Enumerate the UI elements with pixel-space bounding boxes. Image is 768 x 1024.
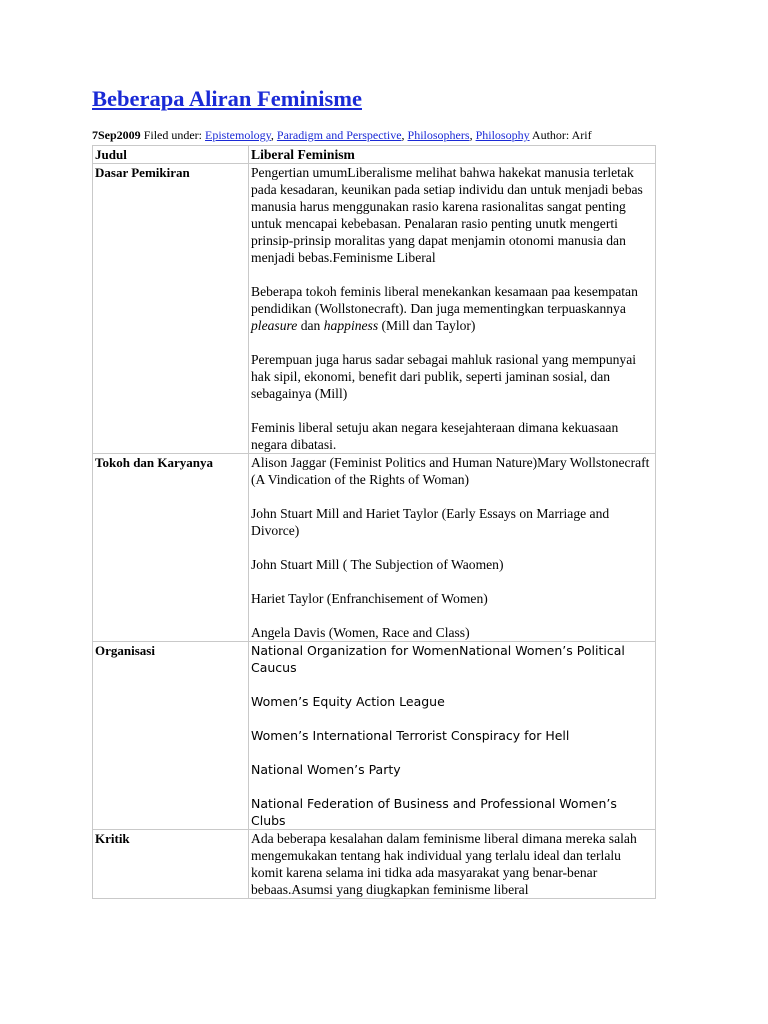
category-link-philosophers[interactable]: Philosophers <box>407 128 470 142</box>
separator: , <box>401 128 405 142</box>
paragraph: Alison Jaggar (Feminist Politics and Human Nature)Mary Wollstonecraft (A Vindication of the Rights of Woman) <box>251 455 650 487</box>
paragraph: National Organization for WomenNational Women’s Political Caucus <box>251 643 625 675</box>
text-span: (Mill dan Taylor) <box>378 318 476 333</box>
paragraph: National Women’s Party <box>251 762 401 777</box>
separator: , <box>469 128 473 142</box>
row-content-dasar-pemikiran <box>249 164 656 454</box>
paragraph: Perempuan juga harus sadar sebagai mahluk rasional yang mempunyai hak sipil, ekonomi, benefit dari publik, seperti jaminan sosial, dan sebagainya (Mill) <box>251 352 637 401</box>
paragraph: Pengertian umumLiberalisme melihat bahwa hakekat manusia terletak pada kesadaran, keunikan pada setiap individu dan untuk menjadi bebas manusia harus menggunakan rasio karena rasionalitas sangat penting untuk mencapai kebebasan. Penalaran rasio penting unutk mengerti prinsip-prinsip moralitas yang dapat menjamin otonomi manusia dan menjadi bebas.Feminisme Liberal <box>251 165 643 265</box>
italic-term: happiness <box>323 318 379 333</box>
filed-under-label: Filed under: <box>143 128 203 142</box>
header-judul: Judul <box>93 146 249 164</box>
row-label-tokoh: Tokoh dan Karyanya <box>93 454 249 642</box>
paragraph: Hariet Taylor (Enfranchisement of Women) <box>251 591 488 606</box>
post-author: Author: Arif <box>531 128 592 142</box>
paragraph: Feminis liberal setuju akan negara kesejahteraan dimana kekuasaan negara dibatasi. <box>251 420 619 452</box>
category-link-epistemology[interactable]: Epistemology <box>205 128 271 142</box>
paragraph: John Stuart Mill and Hariet Taylor (Early Essays on Marriage and Divorce) <box>251 506 610 538</box>
post-meta <box>92 128 592 143</box>
separator: , <box>270 128 274 142</box>
header-liberal-feminism: Liberal Feminism <box>249 146 656 164</box>
table-row <box>93 830 656 899</box>
paragraph: Ada beberapa kesalahan dalam feminisme liberal dimana mereka salah mengemukakan tentang hak individual yang terlalu ideal dan terlalu komit karena selama ini tidka ada masyarakat yang benar-benar bebaas.Asumsi yang diugkapkan feminisme liberal <box>251 831 637 897</box>
category-link-paradigm[interactable]: Paradigm and Perspective <box>276 128 402 142</box>
paragraph: National Federation of Business and Professional Women’s Clubs <box>251 796 617 828</box>
paragraph: Angela Davis (Women, Race and Class) <box>251 625 470 640</box>
row-content-kritik <box>249 830 656 899</box>
paragraph <box>251 283 654 334</box>
row-label-dasar-pemikiran: Dasar Pemikiran <box>93 164 249 454</box>
post-date: 7Sep2009 <box>92 128 141 142</box>
paragraph: Women’s International Terrorist Conspiracy for Hell <box>251 728 570 743</box>
italic-term: pleasure <box>251 318 298 333</box>
text-span: Beberapa tokoh feminis liberal menekankan kesamaan paa kesempatan pendidikan (Wollstonecraft). Dan juga mementingkan terpuaskannya <box>251 284 638 316</box>
table-row <box>93 164 656 454</box>
text-span: dan <box>297 318 324 333</box>
category-link-philosophy[interactable]: Philosophy <box>475 128 530 142</box>
row-label-organisasi: Organisasi <box>93 642 249 830</box>
table-header-row <box>93 146 656 164</box>
table-row <box>93 454 656 642</box>
feminism-table <box>92 145 656 899</box>
row-content-tokoh <box>249 454 656 642</box>
row-label-kritik: Kritik <box>93 830 249 899</box>
page-title[interactable]: Beberapa Aliran Feminisme <box>92 86 362 111</box>
table-row <box>93 642 656 830</box>
paragraph: Women’s Equity Action League <box>251 694 445 709</box>
paragraph: John Stuart Mill ( The Subjection of Waomen) <box>251 557 504 572</box>
row-content-organisasi <box>249 642 656 830</box>
